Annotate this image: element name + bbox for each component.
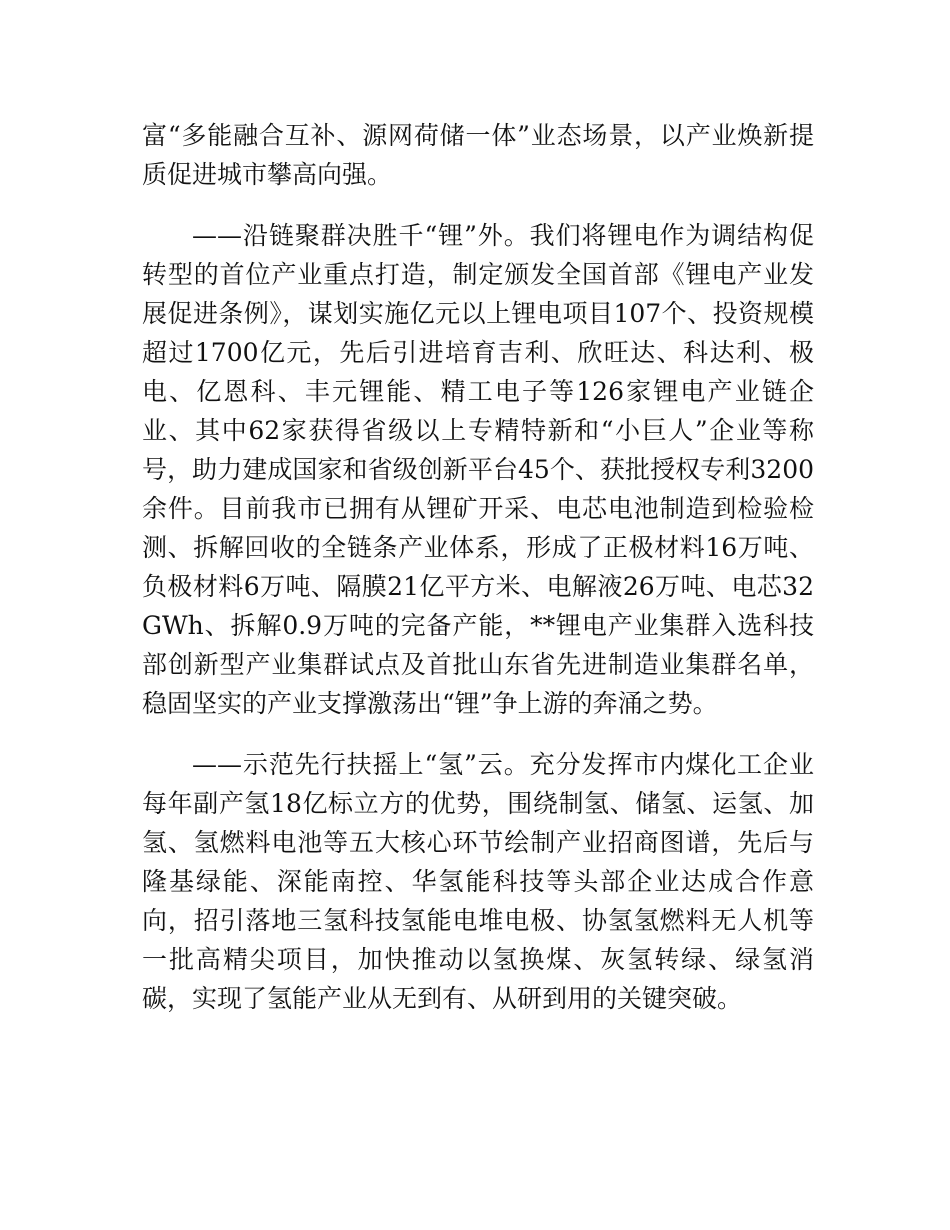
paragraph-lithium-industry: ——沿链聚群决胜千“锂”外。我们将锂电作为调结构促转型的首位产业重点打造，制定颁发全国首部《锂电产业发展促进条例》，谋划实施亿元以上锂电项目107个、投资规模超过1700亿元，先后引进培育吉利、欣旺达、科达利、极电、亿恩科、丰元锂能、精工电子等126家锂电产业链企业、其中62家获得省级以上专精特新和“小巨人”企业等称号，助力建成国家和省级创新平台45个、获批授权专利3200余件。目前我市已拥有从锂矿开采、电芯电池制造到检验检测、拆解回收的全链条产业体系，形成了正极材料16万吨、负极材料6万吨、隔膜21亿平方米、电解液26万吨、电芯32GWh、拆解0.9万吨的完备产能，**锂电产业集群入选科技部创新型产业集群试点及首批山东省先进制造业集群名单，稳固坚实的产业支撑激荡出“锂”争上游的奔涌之势。 xyxy=(142,221,814,718)
document-body xyxy=(142,116,814,1040)
paragraph-continuation: 富“多能融合互补、源网荷储一体”业态场景，以产业焕新提质促进城市攀高向强。 xyxy=(142,121,814,189)
paragraph-hydrogen-industry: ——示范先行扶摇上“氢”云。充分发挥市内煤化工企业每年副产氢18亿标立方的优势，围绕制氢、储氢、运氢、加氢、氢燃料电池等五大核心环节绘制产业招商图谱，先后与隆基绿能、深能南控、华氢能科技等头部企业达成合作意向，招引落地三氢科技氢能电堆电极、协氢氢燃料无人机等一批高精尖项目，加快推动以氢换煤、灰氢转绿、绿氢消碳，实现了氢能产业从无到有、从研到用的关键突破。 xyxy=(142,750,814,1013)
